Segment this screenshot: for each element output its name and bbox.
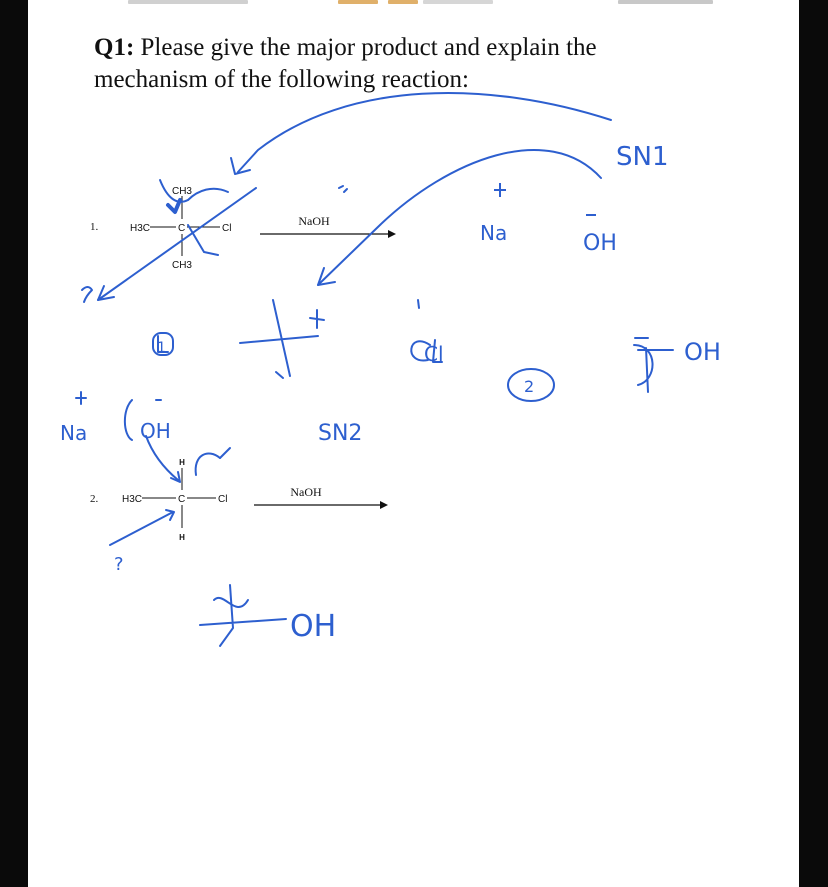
alcohol-product-label: OH xyxy=(684,338,721,366)
reaction-1-center-carbon: C xyxy=(178,223,186,234)
reaction-1-methyl-left: H3C xyxy=(130,223,151,234)
reaction-1-arrowhead xyxy=(388,230,396,238)
reaction-2-top-hydrogen: H xyxy=(179,458,185,467)
bond-break-curve xyxy=(188,189,228,200)
sodium-label: Na xyxy=(480,221,508,245)
chloride-label: Cl xyxy=(424,342,444,366)
long-curved-arrow xyxy=(238,93,611,172)
reaction-1-top-methyl: CH3 xyxy=(171,186,193,197)
na-plus-sign xyxy=(76,392,86,404)
long-curved-arrow-head xyxy=(231,158,250,174)
step-1-number: 1 xyxy=(157,340,166,356)
product-2-label: OH xyxy=(290,609,337,644)
reaction-2 xyxy=(90,458,388,542)
check-mark xyxy=(168,200,180,212)
question-mark: ? xyxy=(114,554,124,575)
reaction-2-reagent: NaOH xyxy=(290,485,322,499)
reaction-1-bottom-methyl: CH3 xyxy=(171,260,193,271)
reaction-2-leaving-group: Cl xyxy=(218,494,228,505)
reaction-2-leaving-curve xyxy=(196,453,220,475)
reaction-2-methyl-left: H3C xyxy=(122,494,143,505)
attack-arrow xyxy=(188,225,218,255)
carbocation-sketch xyxy=(240,300,318,378)
oh-left-label: OH xyxy=(140,419,171,443)
hydroxide-label: OH xyxy=(583,231,617,256)
reaction-1-reagent: NaOH xyxy=(298,214,330,228)
reaction-1 xyxy=(90,186,396,271)
sodium-plus-sign xyxy=(494,183,506,197)
na-left-label: Na xyxy=(60,421,88,445)
reaction-2-number: 2. xyxy=(90,493,99,505)
alcohol-product-sketch xyxy=(634,338,673,392)
reaction-1-leaving-group: Cl xyxy=(222,223,232,234)
document-page xyxy=(28,0,799,887)
reaction-2-arrowhead xyxy=(380,501,388,509)
step-2-number: 2 xyxy=(524,377,535,396)
carbocation-plus xyxy=(310,310,324,328)
reaction-2-diagonal xyxy=(110,512,173,545)
sn1-label: SN1 xyxy=(616,142,669,172)
worksheet-canvas xyxy=(28,0,799,887)
hydroxide-attack-arrow xyxy=(318,150,601,285)
open-bracket xyxy=(125,400,132,440)
question-body: Please give the major product and explain the mechanism of the following reaction: xyxy=(94,34,597,93)
question-label: Q1: xyxy=(94,34,135,61)
chloride-minus xyxy=(418,300,419,308)
reaction-2-leaving-head xyxy=(220,448,230,458)
scribble-z xyxy=(82,287,92,302)
product-2-skeleton xyxy=(200,585,286,646)
reaction-2-bottom-hydrogen: H xyxy=(179,533,185,542)
sn2-label: SN2 xyxy=(318,421,363,446)
reaction-1-number: 1. xyxy=(90,221,99,233)
reaction-2-center-carbon: C xyxy=(178,494,186,505)
attack-dashes xyxy=(339,186,347,192)
